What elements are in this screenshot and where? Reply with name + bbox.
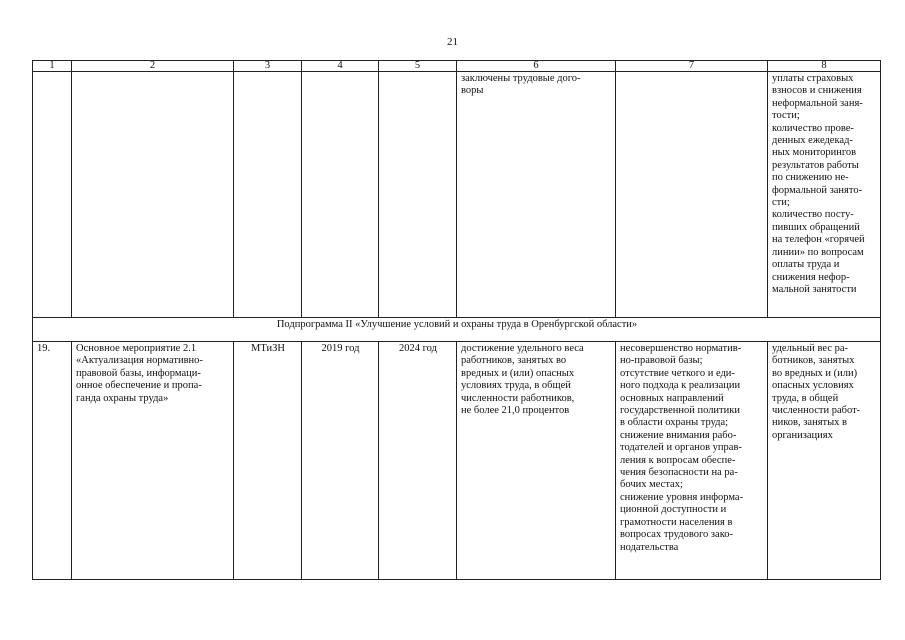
header-row [33,61,881,72]
cont-cell-7 [616,72,768,318]
end-year: 2024 год [379,342,457,580]
program-table [32,60,881,580]
header-col-8: 8 [768,61,881,72]
consequences: несовершенство норматив- но-правовой базы; отсутствие четкого и еди- ного подхода к реализации основных направлений государственной политики в области охраны труда; снижение внимания рабо- тодателей и органов управ- ления к вопросам обеспе- чения безопасности на ра- бочих местах; снижение уровня информа- ционной доступности и грамотности населения в вопросах трудового зако- нодательства [616,342,768,580]
header-col-7: 7 [616,61,768,72]
activity-name: Основное мероприятие 2.1 «Актуализация нормативно- правовой базы, информаци- онное обеспечение и пропа- ганда охраны труда» [72,342,234,580]
subprogram-title: Подпрограмма II «Улучшение условий и охраны труда в Оренбургской области» [33,318,881,342]
indicator-link: удельный вес ра- ботников, занятых во вредных и (или) опасных условиях труда, в общей численности работ- ников, занятых в организациях [768,342,881,580]
page-number: 21 [447,36,458,48]
header-col-3: 3 [234,61,302,72]
header-col-5: 5 [379,61,457,72]
expected-result: достижение удельного веса работников, занятых во вредных и (или) опасных условиях труда, в общей численности работников, не более 21,0 процентов [457,342,616,580]
cont-cell-1 [33,72,72,318]
activity-row-19 [33,342,881,580]
header-col-1: 1 [33,61,72,72]
cont-cell-5 [379,72,457,318]
cont-cell-4 [302,72,379,318]
start-year: 2019 год [302,342,379,580]
subprogram-row [33,318,881,342]
header-col-2: 2 [72,61,234,72]
header-col-6: 6 [457,61,616,72]
cont-cell-3 [234,72,302,318]
executor: МТиЗН [234,342,302,580]
cont-result-cell: заключены трудовые дого- воры [457,72,616,318]
cont-indicator-cell: уплаты страховых взносов и снижения неформальной заня- тости; количество прове- денных ежедекад- ных мониторингов результатов работы по снижению не- формальной занято- сти; количество посту- пивших обращений на телефон «горячей линии» по вопросам оплаты труда и снижения нефор- мальной занятости [768,72,881,318]
row-number: 19. [33,342,72,580]
cont-cell-2 [72,72,234,318]
header-col-4: 4 [302,61,379,72]
continuation-row [33,72,881,318]
